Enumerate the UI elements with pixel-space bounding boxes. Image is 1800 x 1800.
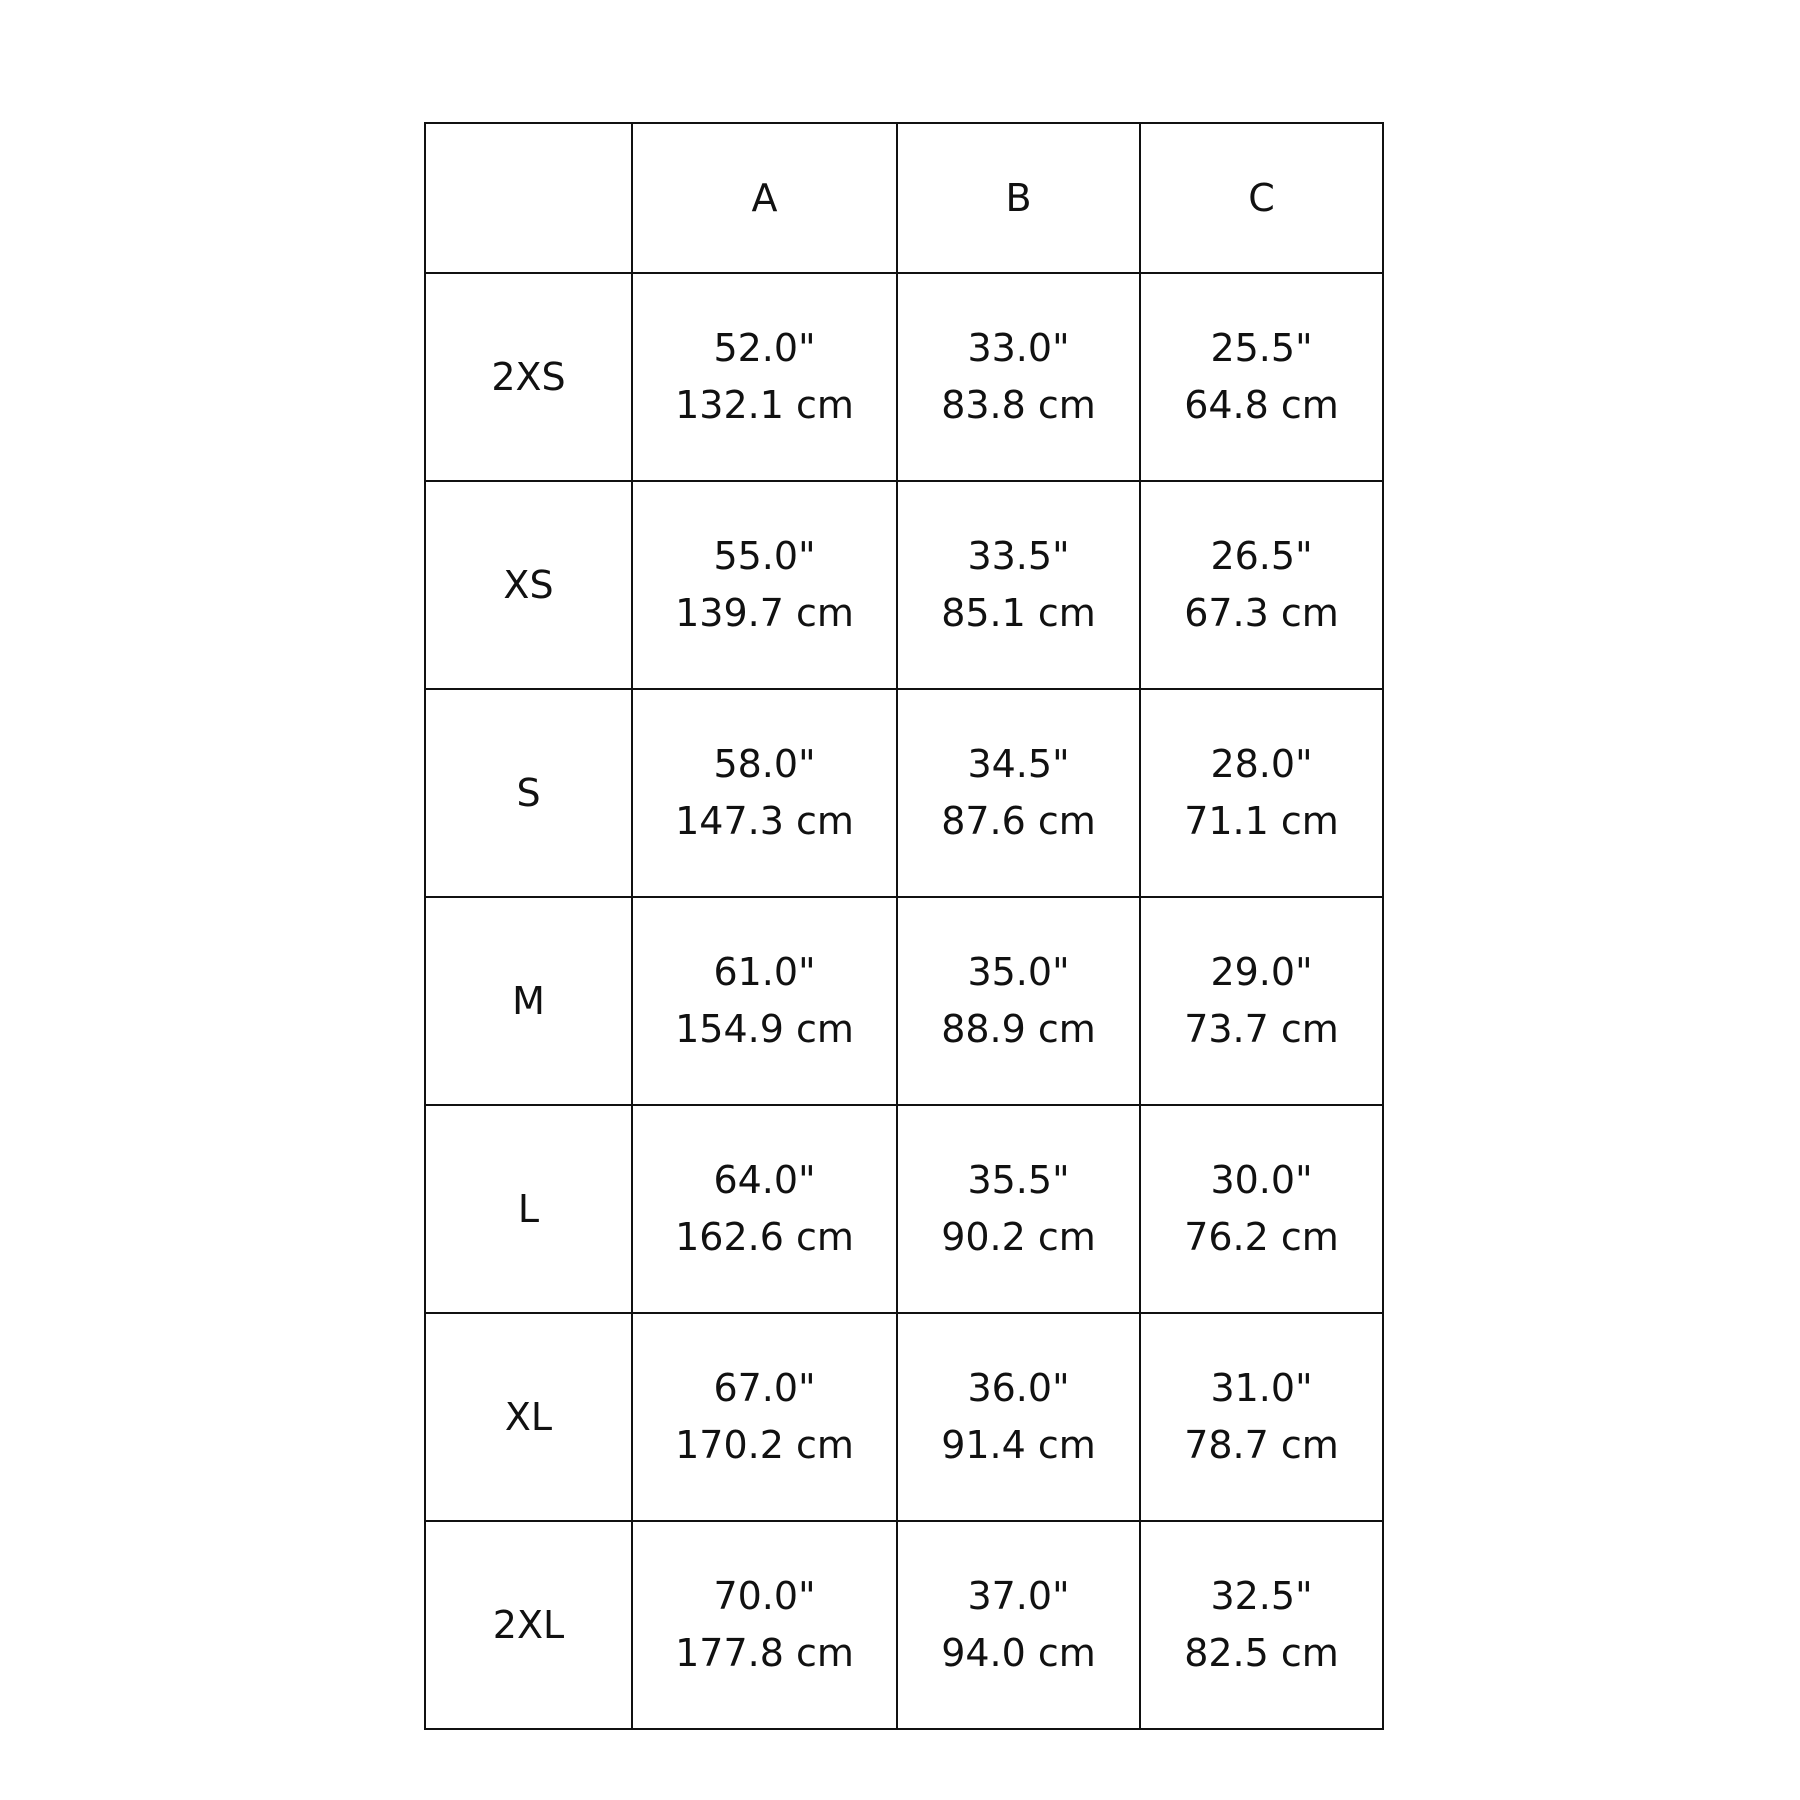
measurement-cell-b <box>897 1313 1140 1521</box>
measurement-cell-c <box>1140 897 1383 1105</box>
value-centimeters: 91.4 cm <box>941 1423 1096 1467</box>
value-centimeters: 67.3 cm <box>1184 591 1339 635</box>
value-inches: 35.0" <box>967 950 1070 994</box>
value-inches: 35.5" <box>967 1158 1070 1202</box>
value-inches: 67.0" <box>713 1366 816 1410</box>
table-row <box>425 1105 1383 1313</box>
measurement-cell-b <box>897 481 1140 689</box>
value-inches: 70.0" <box>713 1574 816 1618</box>
value-centimeters: 177.8 cm <box>675 1631 854 1675</box>
value-centimeters: 78.7 cm <box>1184 1423 1339 1467</box>
value-inches: 52.0" <box>713 326 816 370</box>
value-inches: 55.0" <box>713 534 816 578</box>
table-row <box>425 1521 1383 1729</box>
size-chart-table <box>424 122 1384 1730</box>
measurement-cell-c <box>1140 1313 1383 1521</box>
value-inches: 34.5" <box>967 742 1070 786</box>
value-centimeters: 76.2 cm <box>1184 1215 1339 1259</box>
table-row <box>425 273 1383 481</box>
column-header-b: B <box>897 123 1140 273</box>
value-centimeters: 71.1 cm <box>1184 799 1339 843</box>
measurement-cell-c <box>1140 689 1383 897</box>
measurement-cell-c <box>1140 273 1383 481</box>
header-row <box>425 123 1383 273</box>
size-label: XL <box>425 1313 632 1521</box>
measurement-cell-c <box>1140 1521 1383 1729</box>
value-centimeters: 90.2 cm <box>941 1215 1096 1259</box>
table-row <box>425 481 1383 689</box>
measurement-cell-c <box>1140 1105 1383 1313</box>
corner-cell <box>425 123 632 273</box>
value-inches: 61.0" <box>713 950 816 994</box>
value-centimeters: 73.7 cm <box>1184 1007 1339 1051</box>
value-centimeters: 162.6 cm <box>675 1215 854 1259</box>
size-label: 2XL <box>425 1521 632 1729</box>
measurement-cell-a <box>632 689 897 897</box>
measurement-cell-b <box>897 689 1140 897</box>
value-inches: 28.0" <box>1210 742 1313 786</box>
measurement-cell-a <box>632 897 897 1105</box>
value-centimeters: 64.8 cm <box>1184 383 1339 427</box>
value-centimeters: 85.1 cm <box>941 591 1096 635</box>
size-label: 2XS <box>425 273 632 481</box>
value-centimeters: 83.8 cm <box>941 383 1096 427</box>
size-label: L <box>425 1105 632 1313</box>
value-inches: 25.5" <box>1210 326 1313 370</box>
value-inches: 29.0" <box>1210 950 1313 994</box>
measurement-cell-a <box>632 481 897 689</box>
size-label: M <box>425 897 632 1105</box>
measurement-cell-b <box>897 1521 1140 1729</box>
value-inches: 37.0" <box>967 1574 1070 1618</box>
measurement-cell-b <box>897 897 1140 1105</box>
value-inches: 26.5" <box>1210 534 1313 578</box>
value-centimeters: 87.6 cm <box>941 799 1096 843</box>
column-header-a: A <box>632 123 897 273</box>
value-centimeters: 88.9 cm <box>941 1007 1096 1051</box>
value-centimeters: 154.9 cm <box>675 1007 854 1051</box>
table-row <box>425 1313 1383 1521</box>
value-inches: 31.0" <box>1210 1366 1313 1410</box>
value-centimeters: 147.3 cm <box>675 799 854 843</box>
value-inches: 64.0" <box>713 1158 816 1202</box>
value-centimeters: 94.0 cm <box>941 1631 1096 1675</box>
measurement-cell-b <box>897 273 1140 481</box>
measurement-cell-a <box>632 1105 897 1313</box>
value-inches: 36.0" <box>967 1366 1070 1410</box>
column-header-c: C <box>1140 123 1383 273</box>
value-centimeters: 82.5 cm <box>1184 1631 1339 1675</box>
value-centimeters: 170.2 cm <box>675 1423 854 1467</box>
measurement-cell-a <box>632 1313 897 1521</box>
measurement-cell-c <box>1140 481 1383 689</box>
value-inches: 33.0" <box>967 326 1070 370</box>
value-centimeters: 132.1 cm <box>675 383 854 427</box>
value-inches: 32.5" <box>1210 1574 1313 1618</box>
table-row <box>425 689 1383 897</box>
measurement-cell-a <box>632 273 897 481</box>
value-inches: 33.5" <box>967 534 1070 578</box>
size-label: S <box>425 689 632 897</box>
value-centimeters: 139.7 cm <box>675 591 854 635</box>
size-label: XS <box>425 481 632 689</box>
size-chart-body <box>425 123 1383 1729</box>
measurement-cell-b <box>897 1105 1140 1313</box>
value-inches: 58.0" <box>713 742 816 786</box>
value-inches: 30.0" <box>1210 1158 1313 1202</box>
measurement-cell-a <box>632 1521 897 1729</box>
table-row <box>425 897 1383 1105</box>
